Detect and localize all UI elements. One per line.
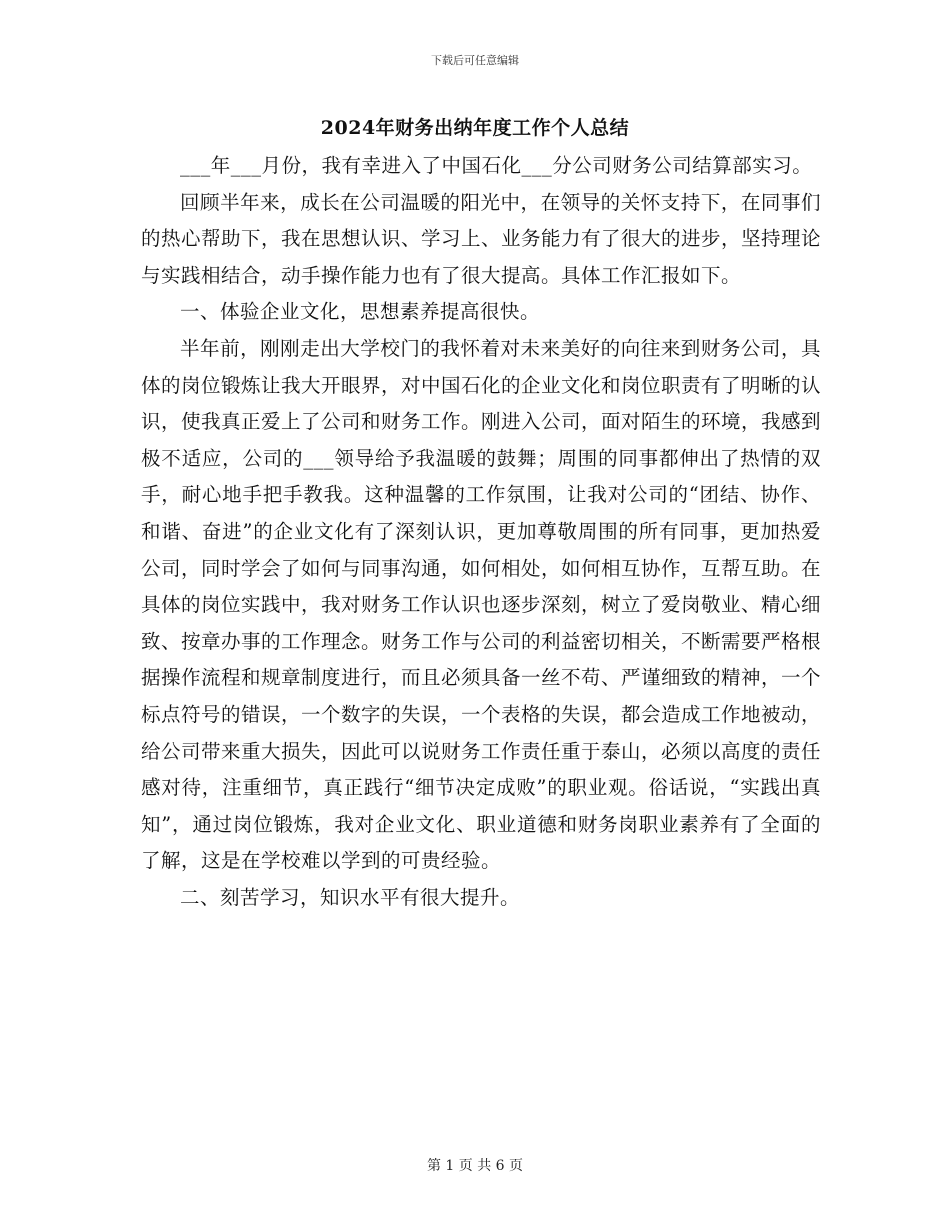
paragraph-review: 回顾半年来，成长在公司温暖的阳光中，在领导的关怀支持下，在同事们的热心帮助下，我在思想认识、学习上、业务能力有了很大的进步，坚持理论与实践相结合，动手操作能力也有了很大提高。具体工作汇报如下。 bbox=[141, 190, 822, 287]
section-heading-1: 一、体验企业文化，思想素养提高很快。 bbox=[180, 300, 541, 324]
section-heading-2: 二、刻苦学习，知识水平有很大提升。 bbox=[180, 885, 521, 909]
paragraph-section-1: 半年前，刚刚走出大学校门的我怀着对未来美好的向往来到财务公司，具体的岗位锻炼让我大开眼界，对中国石化的企业文化和岗位职责有了明晰的认识，使我真正爱上了公司和财务工作。刚进入公司，面对陌生的环境，我感到极不适应，公司的___领导给予我温暖的鼓舞；周围的同事都伸出了热情的双手，耐心地手把手教我。这种温馨的工作氛围，让我对公司的“团结、协作、和谐、奋进”的企业文化有了深刻认识，更加尊敬周围的所有同事，更加热爱公司，同时学会了如何与同事沟通，如何相处，如何相互协作，互帮互助。在具体的岗位实践中，我对财务工作认识也逐步深刻，树立了爱岗敬业、精心细致、按章办事的工作理念。财务工作与公司的利益密切相关，不断需要严格根据操作流程和规章制度进行，而且必须具备一丝不苟、严谨细致的精神，一个标点符号的错误，一个数字的失误，一个表格的失误，都会造成工作地被动，给公司带来重大损失，因此可以说财务工作责任重于泰山，必须以高度的责任感对待，注重细节，真正践行“细节决定成败”的职业观。俗话说，“实践出真知”，通过岗位锻炼，我对企业文化、职业道德和财务岗职业素养有了全面的了解，这是在学校难以学到的可贵经验。 bbox=[141, 336, 822, 873]
document-title: 2024年财务出纳年度工作个人总结 bbox=[320, 117, 630, 139]
document-body bbox=[141, 148, 821, 916]
page-number: 第 1 页 共 6 页 bbox=[426, 1158, 524, 1174]
paragraph-intro: ___年___月份，我有幸进入了中国石化___分公司财务公司结算部实习。 bbox=[180, 154, 813, 177]
page-header-note: 下载后可任意编辑 bbox=[431, 54, 519, 67]
